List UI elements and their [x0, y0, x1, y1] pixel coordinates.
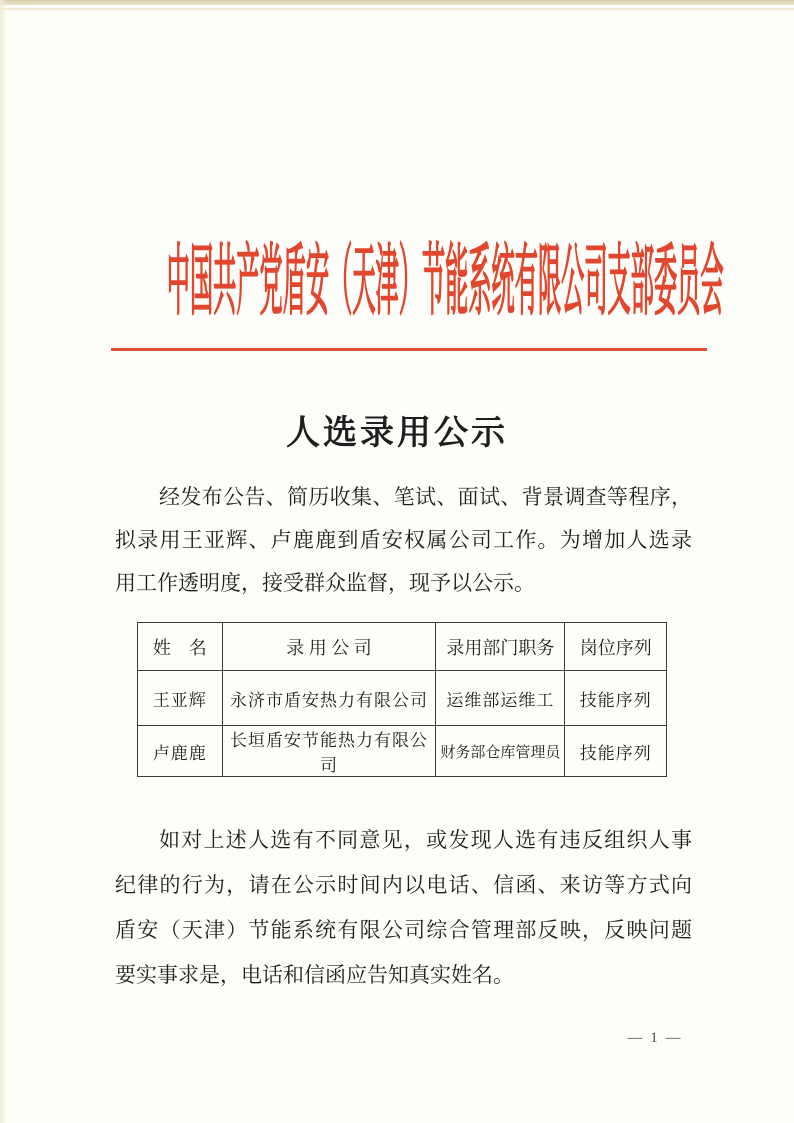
paragraph-line: 盾安（天津）节能系统有限公司综合管理部反映，反映问题 — [115, 918, 692, 942]
party-committee-letterhead: 中国共产党盾安（天津）节能系统有限公司支部委员会 — [166, 237, 724, 325]
col-header-department: 录用部门职务 — [436, 623, 565, 671]
letterhead-divider-rule — [111, 348, 707, 351]
scan-edge-left — [0, 0, 7, 1123]
cell-sequence: 技能序列 — [565, 726, 667, 777]
table-row — [138, 726, 667, 777]
document-title: 人选录用公示 — [286, 415, 508, 452]
cell-company: 长垣盾安节能热力有限公司 — [222, 726, 436, 777]
cell-name: 王亚辉 — [138, 671, 223, 726]
table-header-row — [138, 623, 667, 671]
cell-department: 运维部运维工 — [436, 671, 565, 726]
paragraph-line: 经发布公告、简历收集、笔试、面试、背景调查等程序， — [159, 485, 692, 509]
closing-paragraph — [115, 818, 692, 998]
scan-edge-top-line — [0, 8, 794, 10]
col-header-name: 姓 名 — [138, 623, 223, 671]
paragraph-line: 用工作透明度，接受群众监督，现予以公示。 — [115, 571, 535, 595]
paragraph-line: 要实事求是，电话和信函应告知真实姓名。 — [115, 963, 514, 987]
recruitment-table — [137, 622, 667, 777]
intro-paragraph — [115, 476, 692, 605]
page-number: — 1 — — [627, 1030, 683, 1046]
table-row — [138, 671, 667, 726]
cell-name: 卢鹿鹿 — [138, 726, 223, 777]
paragraph-line: 拟录用王亚辉、卢鹿鹿到盾安权属公司工作。为增加人选录 — [115, 528, 692, 552]
paragraph-line: 纪律的行为，请在公示时间内以电话、信函、来访等方式向 — [115, 873, 692, 897]
cell-sequence: 技能序列 — [565, 671, 667, 726]
scan-edge-top — [0, 0, 794, 5]
col-header-company: 录 用 公 司 — [222, 623, 436, 671]
col-header-sequence: 岗位序列 — [565, 623, 667, 671]
cell-department: 财务部仓库管理员 — [436, 726, 565, 777]
paragraph-line: 如对上述人选有不同意见，或发现人选有违反组织人事 — [159, 828, 692, 852]
cell-company: 永济市盾安热力有限公司 — [222, 671, 436, 726]
